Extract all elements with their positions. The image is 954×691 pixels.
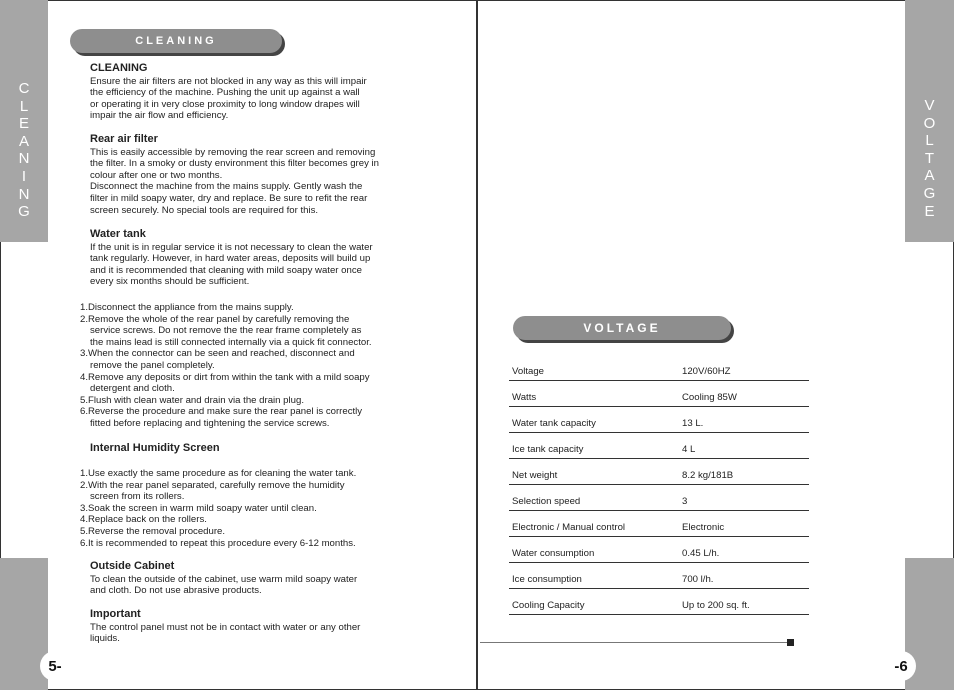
table-row [509, 459, 809, 485]
table-row [509, 407, 809, 433]
list-item: 6.It is recommended to repeat this procedure every 6-12 months. [80, 537, 356, 549]
list-item: 6.Reverse the procedure and make sure the rear panel is correctly fitted before replacing and tightening the service screws. [80, 406, 363, 429]
section-heading: Important [90, 608, 141, 620]
spec-label: Electronic / Manual control [509, 511, 679, 537]
list-item: 3.Soak the screen in warm mild soapy water until clean. [80, 502, 317, 514]
side-letter: L [925, 132, 934, 150]
spec-value: 4 L [679, 433, 809, 459]
cleaning-section [90, 63, 435, 122]
spec-value: 8.2 kg/181B [679, 459, 809, 485]
table-row [509, 381, 809, 407]
side-letter: I [21, 167, 27, 185]
table-row [509, 355, 809, 381]
table-row [509, 563, 809, 589]
side-letter: T [924, 149, 935, 167]
spec-label: Cooling Capacity [509, 589, 679, 615]
spec-label: Selection speed [509, 485, 679, 511]
side-letter: A [18, 132, 29, 150]
list-item: 5.Reverse the removal procedure. [80, 525, 226, 537]
side-letter: A [924, 167, 935, 185]
section-text: To clean the outside of the cabinet, use warm mild soapy water and cloth. Do not use abrasive products. [90, 573, 358, 597]
spec-label: Watts [509, 381, 679, 407]
humidity-steps [80, 468, 440, 549]
side-letter: G [923, 184, 936, 202]
side-letter: E [18, 115, 29, 133]
section-text: The control panel must not be in contact with water or any other liquids. [90, 621, 361, 645]
list-item: 4.Replace back on the rollers. [80, 514, 207, 526]
table-row [509, 537, 809, 563]
section-text: If the unit is in regular service it is not necessary to clean the water tank regularly. However, in hard water areas, deposits will build up and it is recommended that cleaning with mild soapy water once every six months should be sufficient. [90, 241, 373, 288]
table-row [509, 485, 809, 511]
section-heading: Internal Humidity Screen [90, 442, 220, 454]
side-letter: N [18, 150, 30, 168]
spec-label: Ice consumption [509, 563, 679, 589]
table-row [509, 589, 809, 615]
spec-value: 3 [679, 485, 809, 511]
spec-value: 120V/60HZ [679, 355, 809, 381]
water-tank-section [90, 229, 435, 288]
side-letter: L [19, 97, 29, 115]
section-heading: Outside Cabinet [90, 560, 175, 572]
list-item: 5.Flush with clean water and drain via the drain plug. [80, 394, 304, 406]
voltage-side-tab [905, 0, 954, 242]
list-item: 3.When the connector can be seen and reached, disconnect and remove the panel completely. [80, 348, 355, 371]
footer-square-marker [787, 639, 794, 646]
important-section [90, 609, 435, 645]
spec-value: 0.45 L/h. [679, 537, 809, 563]
list-item: 4.Remove any deposits or dirt from within the tank with a mild soapy detergent and cloth. [80, 371, 370, 395]
spec-value: 700 l/h. [679, 563, 809, 589]
section-heading: Water tank [90, 228, 146, 240]
list-item: 1.Disconnect the appliance from the mains supply. [80, 302, 294, 313]
section-text: This is easily accessible by removing the rear screen and removing the filter. In a smoky or dusty environment this filter becomes grey in colour after one or two months. Disconnect the machine from the mains supply. Gently wash the filter in mild soapy water, dry and replace. Be sure to refit the rear screen securely. No special tools are required for this. [90, 146, 380, 216]
side-letter: V [924, 97, 935, 114]
spec-value: Electronic [679, 511, 809, 537]
voltage-banner: VOLTAGE [513, 316, 731, 340]
list-item: 1.Use exactly the same procedure as for cleaning the water tank. [80, 468, 357, 479]
side-letter: G [18, 203, 30, 221]
section-heading: Rear air filter [90, 133, 158, 145]
page-number-left: 5- [40, 651, 70, 681]
spec-label: Water tank capacity [509, 407, 679, 433]
side-letter: E [924, 202, 935, 220]
voltage-spec-table [509, 355, 809, 615]
section-heading: CLEANING [90, 62, 148, 74]
footer-rule [480, 642, 790, 643]
side-letter: N [18, 185, 30, 203]
list-item: 2.Remove the whole of the rear panel by carefully removing the service screws. Do not remove the the rear frame completely as the mains lead is still connected internally via a quick fit connector. [80, 313, 372, 348]
cleaning-banner: CLEANING [70, 29, 282, 53]
table-row [509, 511, 809, 537]
spec-value: Up to 200 sq. ft. [679, 589, 809, 615]
spec-label: Voltage [509, 355, 679, 381]
cleaning-side-tab [0, 0, 48, 242]
page-number-right: -6 [886, 651, 916, 681]
outside-cabinet-section [90, 561, 435, 597]
side-letter: C [18, 80, 30, 97]
spec-value: 13 L. [679, 407, 809, 433]
humidity-section [90, 443, 435, 456]
spec-value: Cooling 85W [679, 381, 809, 407]
cleaning-side-letters [0, 80, 48, 221]
table-row [509, 433, 809, 459]
section-text: Ensure the air filters are not blocked in any way as this will impair the efficiency of the machine. Pushing the unit up against a wall or operating it in very close proximity to long window drapes will impair the air flow and efficiency. [90, 75, 367, 122]
rear-filter-section [90, 134, 435, 216]
list-item: 2.With the rear panel separated, carefully remove the humidity screen from its rollers. [80, 479, 345, 503]
spec-label: Ice tank capacity [509, 433, 679, 459]
side-letter: O [923, 114, 936, 132]
voltage-side-letters [905, 97, 954, 220]
spec-label: Net weight [509, 459, 679, 485]
water-tank-steps [80, 302, 440, 430]
spec-label: Water consumption [509, 537, 679, 563]
